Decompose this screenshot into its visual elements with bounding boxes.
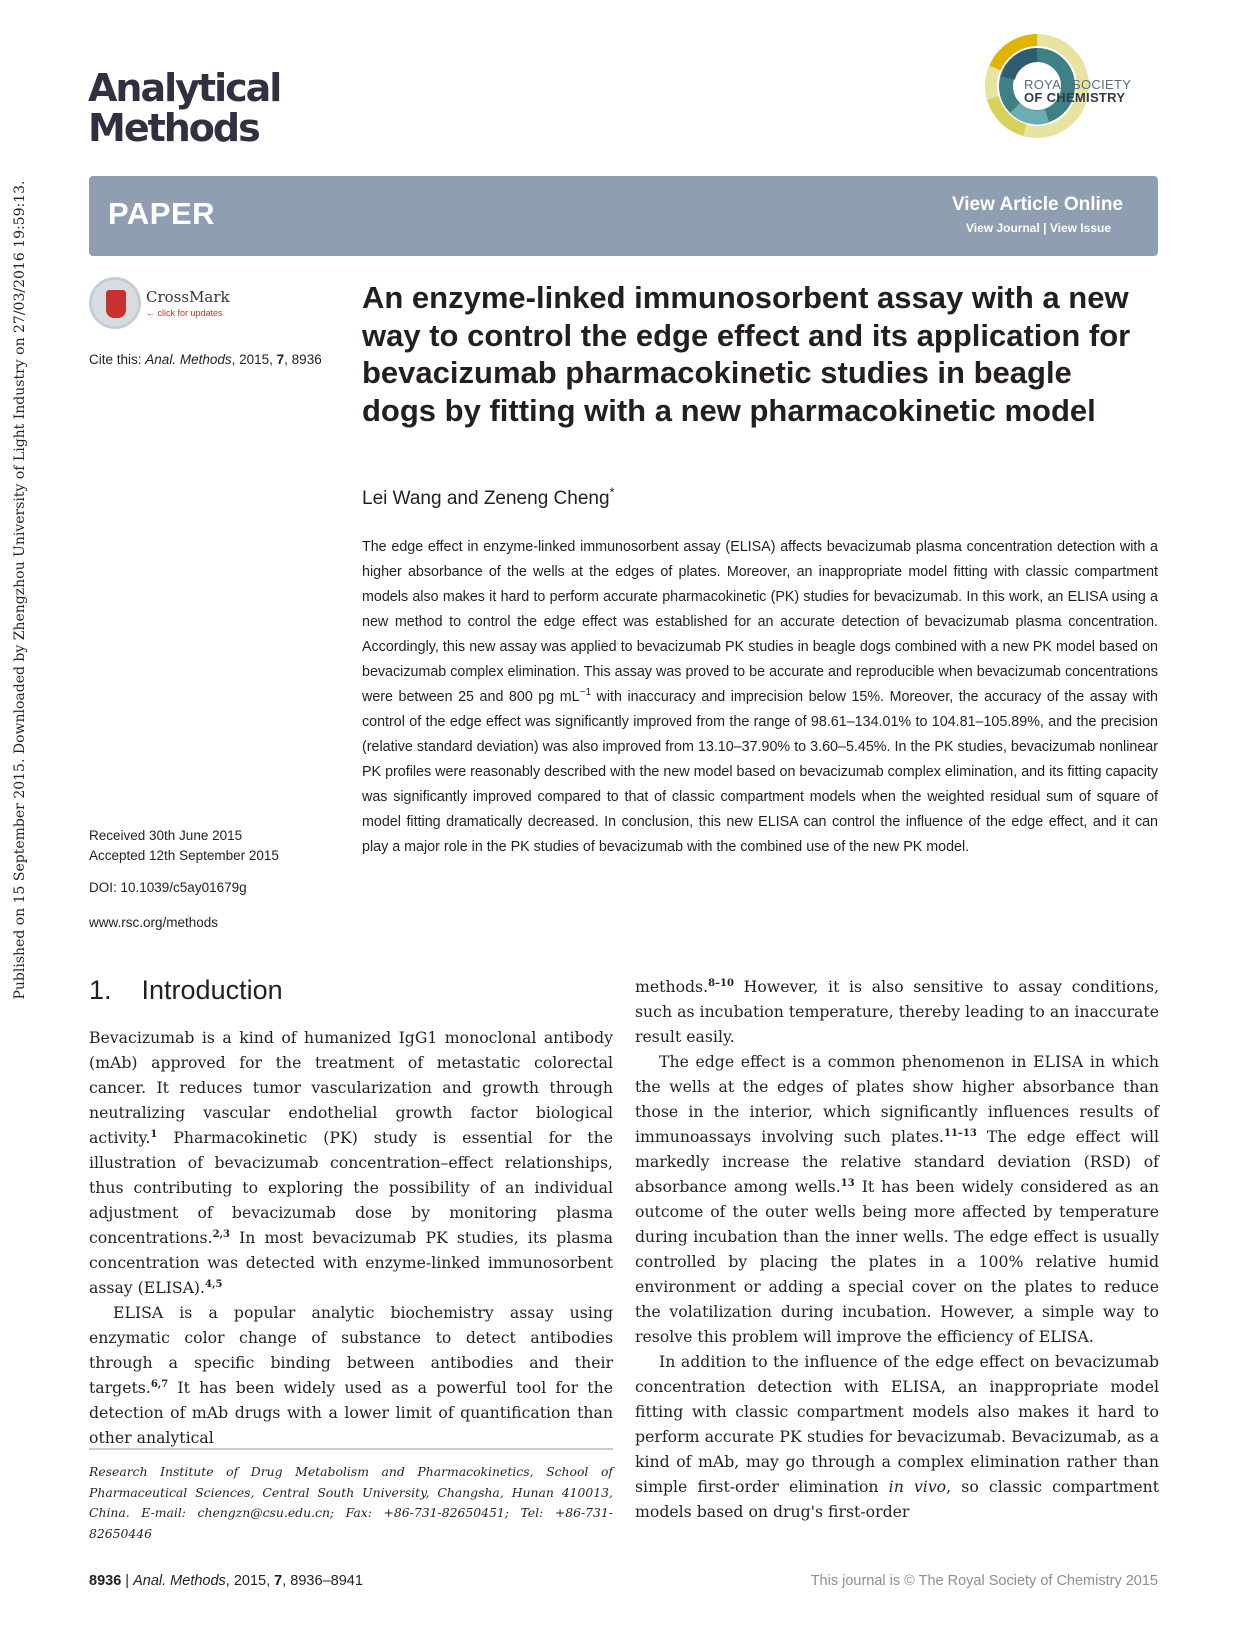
cite-journal: Anal. Methods xyxy=(145,352,232,367)
cite-prefix: Cite this: xyxy=(89,352,142,367)
accepted-date: Accepted 12th September 2015 xyxy=(89,848,279,863)
download-notice xyxy=(4,160,36,1020)
body-column-left xyxy=(89,1025,613,1450)
footer-separator: | xyxy=(121,1573,134,1589)
crossmark-sub: ← click for updates xyxy=(146,308,223,318)
doi[interactable]: DOI: 10.1039/c5ay01679g xyxy=(89,880,247,895)
cite-year: , 2015, xyxy=(231,352,277,367)
citation-ref[interactable]: 1 xyxy=(150,1128,158,1140)
crossmark-icon xyxy=(89,277,141,329)
body-column-right xyxy=(635,974,1159,1524)
citation-ref[interactable]: 8–10 xyxy=(708,977,734,989)
view-links xyxy=(966,221,1111,235)
article-type-banner xyxy=(89,176,1158,256)
journal-title-line2: Methods xyxy=(88,106,259,150)
view-issue-link[interactable]: View Issue xyxy=(1049,221,1111,235)
citation-ref[interactable]: 13 xyxy=(840,1177,855,1189)
authors xyxy=(362,484,615,510)
author-names: Lei Wang and Zeneng Cheng xyxy=(362,488,610,509)
abstract-part1: The edge effect in enzyme-linked immunosorbent assay (ELISA) affects bevacizumab plasma concentration detection with a higher absorbance of the wells at the edges of plates. Moreover, an inappropriate model fitting with classic compartment models also makes it hard to perform accurate pharmacokinetic (PK) studies for bevacizumab. In this work, an ELISA using a new method to control the edge effect was established for an accurate detection of bevacizumab plasma concentration. Accordingly, this new assay was applied to bevacizumab PK studies in beagle dogs combined with a new PK model based on bevacizumab complex elimination. This assay was proved to be accurate and reproducible when bevacizumab concentrations were between 25 and 800 pg mL xyxy=(362,539,1158,705)
footer-pages: , 8936–8941 xyxy=(282,1573,363,1589)
view-article-online-link[interactable]: View Article Online xyxy=(951,194,1123,215)
footnote-divider xyxy=(89,1448,613,1450)
publisher-line1: ROYAL SOCIETY xyxy=(1024,77,1132,92)
footer-journal: Anal. Methods xyxy=(133,1573,226,1589)
citation-ref[interactable]: 11–13 xyxy=(943,1127,977,1139)
abstract-part2: with inaccuracy and imprecision below 15%. Moreover, the accuracy of the assay with control of the edge effect was significantly improved from the range of 98.61–134.01% to 104.81–105.89%, and the precision (relative standard deviation) was also improved from 13.10–37.90% to 3.60–5.45%. In the PK studies, bevacizumab nonlinear PK profiles were reasonably described with the new model based on bevacizumab complex elimination, and its fitting capacity was significantly improved compared to that of classic compartment models when the weighted residual sum of square of model fitting dramatically decreased. In conclusion, this new ELISA can control the influence of the edge effect, and it can play a major role in the PK studies of bevacizumab with the combined use of the new PK model. xyxy=(362,689,1159,855)
download-notice-text: Published on 15 September 2015. Downloaded by Zhengzhou University of Light Industry on 27/03/2016 19:59:13. xyxy=(12,180,28,1000)
citation-ref[interactable]: 2,3 xyxy=(212,1228,230,1240)
citation-ref[interactable]: 6,7 xyxy=(150,1378,169,1390)
journal-title-line1: Analytical xyxy=(88,66,281,110)
publisher-name xyxy=(1024,78,1131,104)
paragraph: Bevacizumab is a kind of humanized IgG1 monoclonal antibody (mAb) approved for the treatment of metastatic colorectal cancer. It reduces tumor vascularization and growth through neutralizing vascular endothelial growth factor biological activity.$^1$ Pharmacokinetic (PK) study is essential for the illustration of bevacizumab concentration–effect relationships, thus contributing to exploring the possibility of an individual adjustment of bevacizumab dose by monitoring plasma concentrations.$^{2,3}$ In most bevacizumab PK studies, its plasma concentration was detected with enzyme-linked immunosorbent assay (ELISA).$^{4,5}$ xyxy=(89,1028,613,1297)
received-dates xyxy=(89,826,279,866)
corresponding-mark: * xyxy=(609,484,615,500)
journal-title xyxy=(88,68,280,148)
footer-year: , 2015, xyxy=(225,1573,275,1589)
section-heading-introduction: 1. Introduction xyxy=(89,975,283,1005)
paragraph: methods.$^{8-10}$ However, it is also sensitive to assay conditions, such as incubation temperature, thereby leading to an inaccurate result easily. xyxy=(635,977,1159,1046)
article-title: An enzyme-linked immunosorbent assay with a new way to control the edge effect and its application for bevacizumab pharmacokinetic studies in beagle dogs by fitting with a new pharmacokinetic model xyxy=(362,280,1131,428)
cite-page: , 8936 xyxy=(284,352,322,367)
copyright-notice: This journal is © The Royal Society of Chemistry 2015 xyxy=(810,1573,1158,1589)
page-number: 8936 xyxy=(89,1573,122,1589)
cite-volume: 7 xyxy=(276,352,285,367)
paragraph: In addition to the influence of the edge effect on bevacizumab concentration detection with ELISA, an inappropriate model fitting with classic compartment models also makes it hard to perform accurate PK studies for bevacizumab. Bevacizumab, as a kind of mAb, may go through a complex elimination rather than simple first-order elimination in vivo, so classic compartment models based on drug's first-order xyxy=(635,1352,1160,1521)
paragraph: The edge effect is a common phenomenon in ELISA in which the wells at the edges of plates show higher absorbance than those in the interior, which significantly influences results of immunoassays involving such plates.$^{11-13}$ The edge effect will markedly increase the relative standard deviation (RSD) of absorbance among wells.$^{13}$ It has been widely considered as an outcome of the outer wells being more affected by temperature during incubation than the inner wells. The edge effect is usually controlled by placing the plates in a 100% relative humid environment or adding a special cover on the plates to reduce the volatilization during incubation. However, a simple way to resolve this problem will improve the efficiency of ELISA. xyxy=(635,1052,1159,1346)
journal-url[interactable]: www.rsc.org/methods xyxy=(89,915,219,930)
footer-volume: 7 xyxy=(274,1573,283,1589)
citation-ref[interactable]: 4,5 xyxy=(205,1278,223,1290)
crossmark-name: CrossMark xyxy=(146,288,230,306)
view-journal-link[interactable]: View Journal xyxy=(965,221,1040,235)
publisher-line2: OF CHEMISTRY xyxy=(1024,90,1126,105)
affiliation-footnote: Research Institute of Drug Metabolism and Pharmacokinetics, School of Pharmaceutical Sciences, Central South University, Changsha, Hunan 410013, China. E-mail: chengzn@csu.edu.cn; Fax: +86-731-82650451; Tel: +86-731-82650446 xyxy=(89,1464,613,1541)
received-date: Received 30th June 2015 xyxy=(89,828,243,843)
abstract xyxy=(362,535,1158,860)
link-separator: | xyxy=(1043,221,1047,235)
abstract-unit-exponent: −1 xyxy=(579,687,592,699)
article-type-label: PAPER xyxy=(108,196,216,231)
citation xyxy=(89,352,322,367)
crossmark-badge[interactable] xyxy=(89,277,269,333)
paragraph: ELISA is a popular analytic biochemistry assay using enzymatic color change of substance to detect antibodies through a specific binding between antibodies and their targets.$^{6,7}$ It has been widely used as a powerful tool for the detection of mAb drugs with a lower limit of quantification than other analytical xyxy=(89,1303,613,1447)
page-footer-citation xyxy=(89,1573,363,1589)
